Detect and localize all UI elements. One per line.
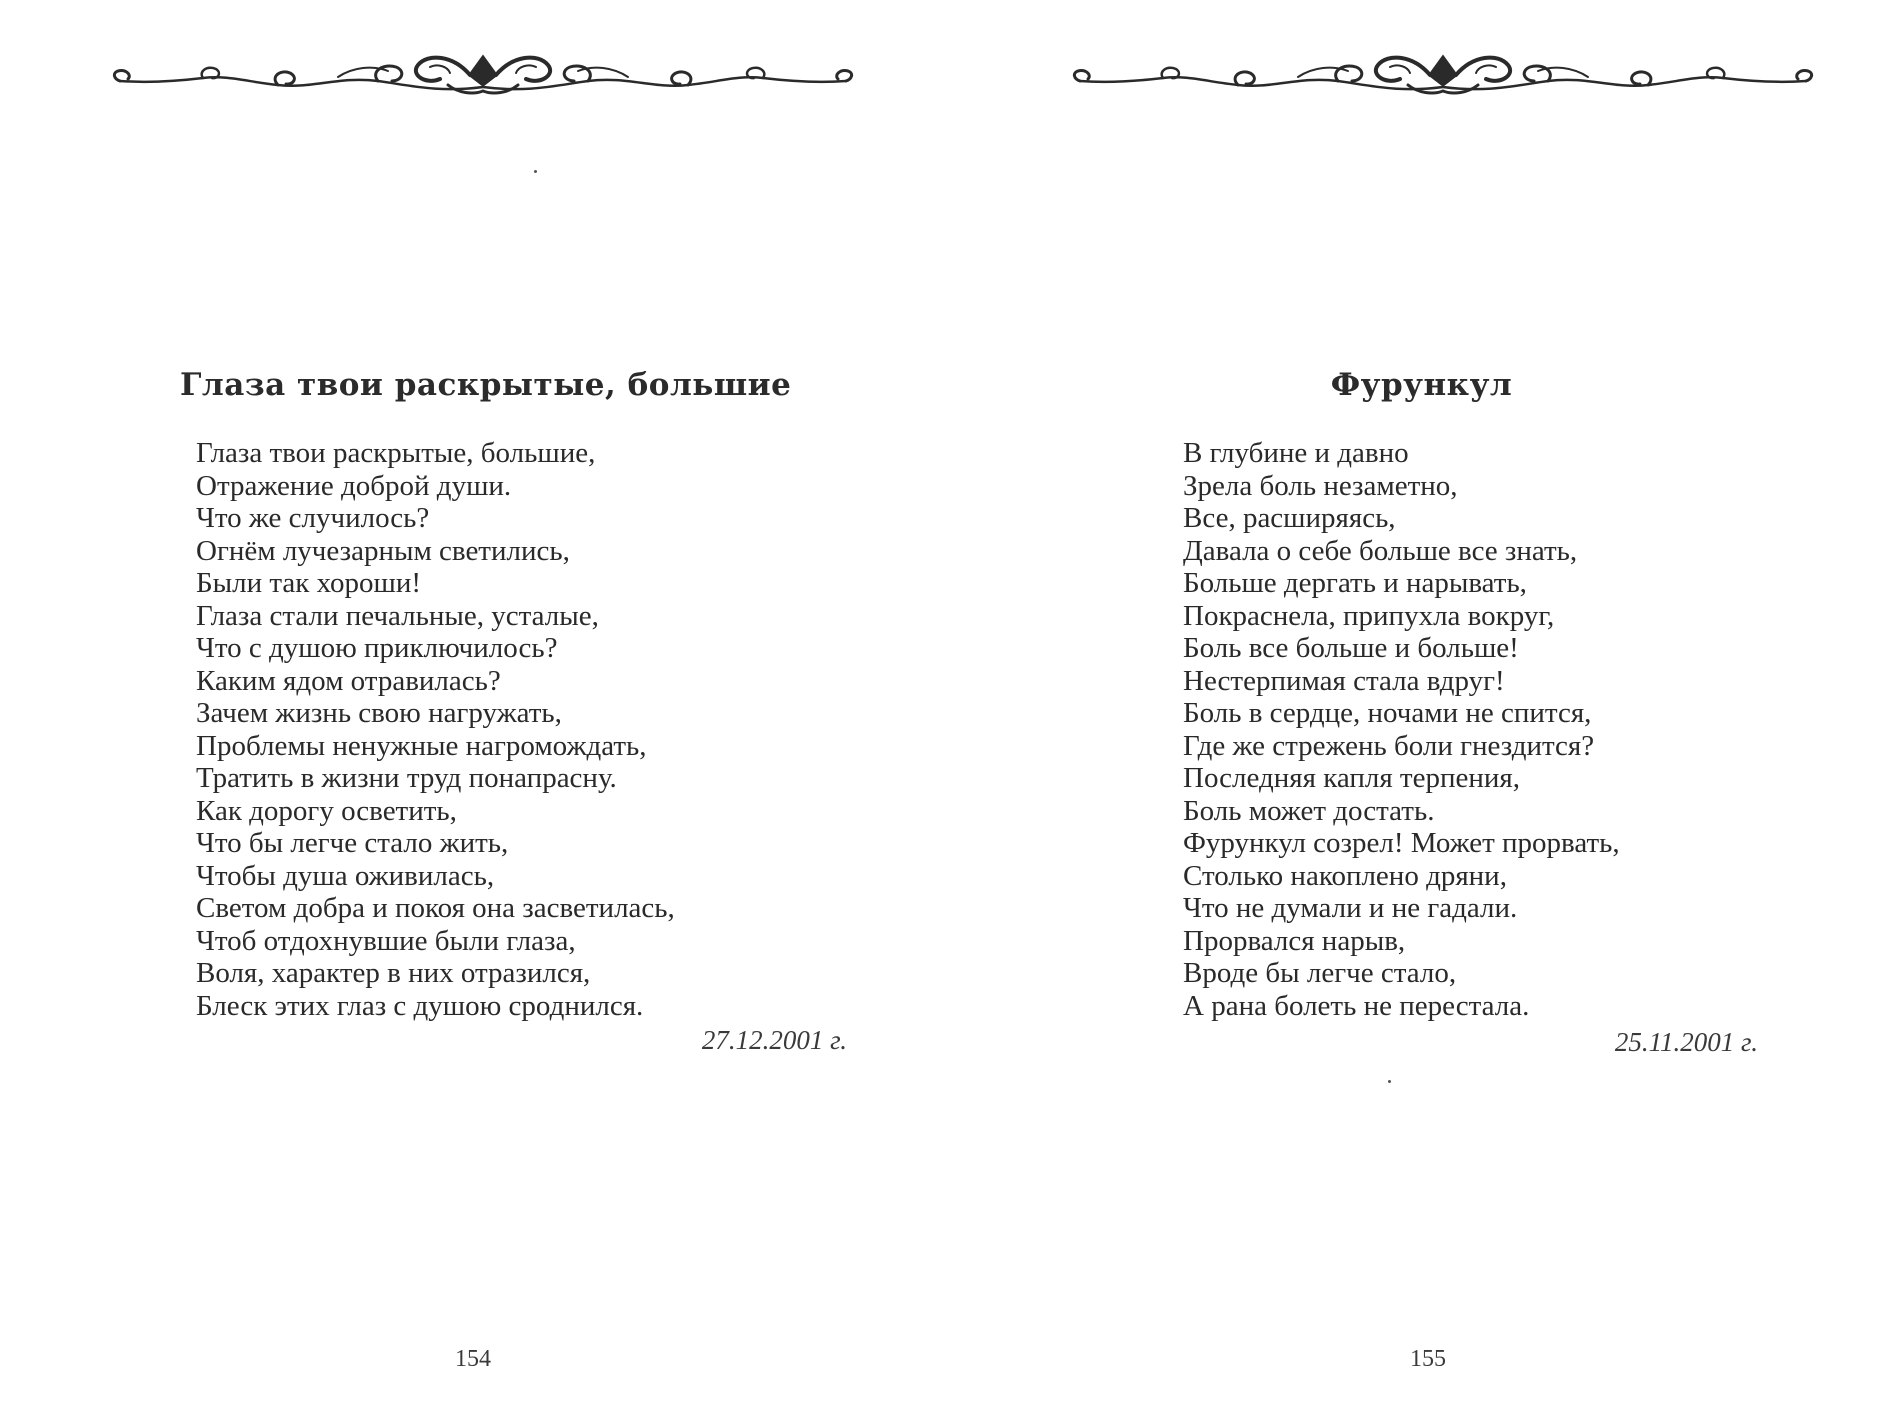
verse-line: Покраснела, припухла вокруг, <box>1183 599 1555 632</box>
verse-line: Где же стрежень боли гнездится? <box>1183 729 1595 762</box>
scroll-flourish-icon <box>1068 45 1818 105</box>
verse-line: Проблемы ненужные нагромождать, <box>196 729 647 762</box>
verse-line: Блеск этих глаз с душою сроднился. <box>196 989 644 1022</box>
verse-line: Чтобы душа оживилась, <box>196 859 495 892</box>
verse-line: Каким ядом отравилась? <box>196 664 501 697</box>
scroll-flourish-icon <box>108 45 858 105</box>
poem-title: Глаза твои раскрытые, большие <box>180 367 792 403</box>
verse-line: Боль все больше и больше! <box>1183 632 1519 664</box>
verse-line: Что с душою приключилось? <box>196 632 558 664</box>
verse-line: Нестерпимая стала вдруг! <box>1183 664 1505 697</box>
poem-text <box>196 437 675 1022</box>
page-number: 155 <box>1410 1346 1446 1372</box>
poem-date: 27.12.2001 г. <box>701 1025 847 1055</box>
page-number: 154 <box>455 1346 491 1372</box>
paper-speck <box>534 170 537 173</box>
verse-line: Огнём лучезарным светились, <box>196 534 570 567</box>
verse-line: Глаза стали печальные, усталые, <box>196 599 599 632</box>
verse-line: Вроде бы легче стало, <box>1183 957 1457 989</box>
poem-title: Фурункул <box>1330 367 1513 403</box>
verse-line: Все, расширяясь, <box>1183 502 1396 534</box>
verse-line: Что не думали и не гадали. <box>1183 892 1518 924</box>
right-page <box>948 0 1895 1421</box>
verse-line: Глаза твои раскрытые, большие, <box>196 437 596 469</box>
verse-line: Столько накоплено дряни, <box>1183 859 1507 892</box>
verse-line: Тратить в жизни труд понапрасну. <box>196 762 617 794</box>
verse-line: Давала о себе больше все знать, <box>1183 534 1578 567</box>
verse-line: Отражение доброй души. <box>196 469 512 502</box>
verse-line: Были так хороши! <box>196 567 422 599</box>
verse-line: Зрела боль незаметно, <box>1183 469 1458 502</box>
poem-text <box>1183 437 1620 1022</box>
verse-line: Светом добра и покоя она засветилась, <box>196 892 675 924</box>
verse-line: Боль в сердце, ночами не спится, <box>1183 697 1592 729</box>
verse-line: Последняя капля терпения, <box>1183 762 1520 794</box>
verse-line: Чтоб отдохнувшие были глаза, <box>196 924 576 957</box>
verse-line: Боль может достать. <box>1183 794 1435 827</box>
verse-line: Что же случилось? <box>196 502 430 534</box>
left-page <box>0 0 947 1421</box>
poem-date: 25.11.2001 г. <box>1614 1027 1758 1057</box>
verse-line: Прорвался нарыв, <box>1183 924 1406 957</box>
paper-speck <box>1388 1080 1391 1083</box>
verse-line: В глубине и давно <box>1183 437 1409 469</box>
verse-line: А рана болеть не перестала. <box>1183 989 1530 1022</box>
verse-line: Что бы легче стало жить, <box>196 827 509 859</box>
verse-line: Как дорогу осветить, <box>196 794 457 827</box>
verse-line: Фурункул созрел! Может прорвать, <box>1183 827 1620 859</box>
verse-line: Воля, характер в них отразился, <box>196 957 591 989</box>
verse-line: Зачем жизнь свою нагружать, <box>196 697 562 729</box>
verse-line: Больше дергать и нарывать, <box>1183 567 1527 599</box>
